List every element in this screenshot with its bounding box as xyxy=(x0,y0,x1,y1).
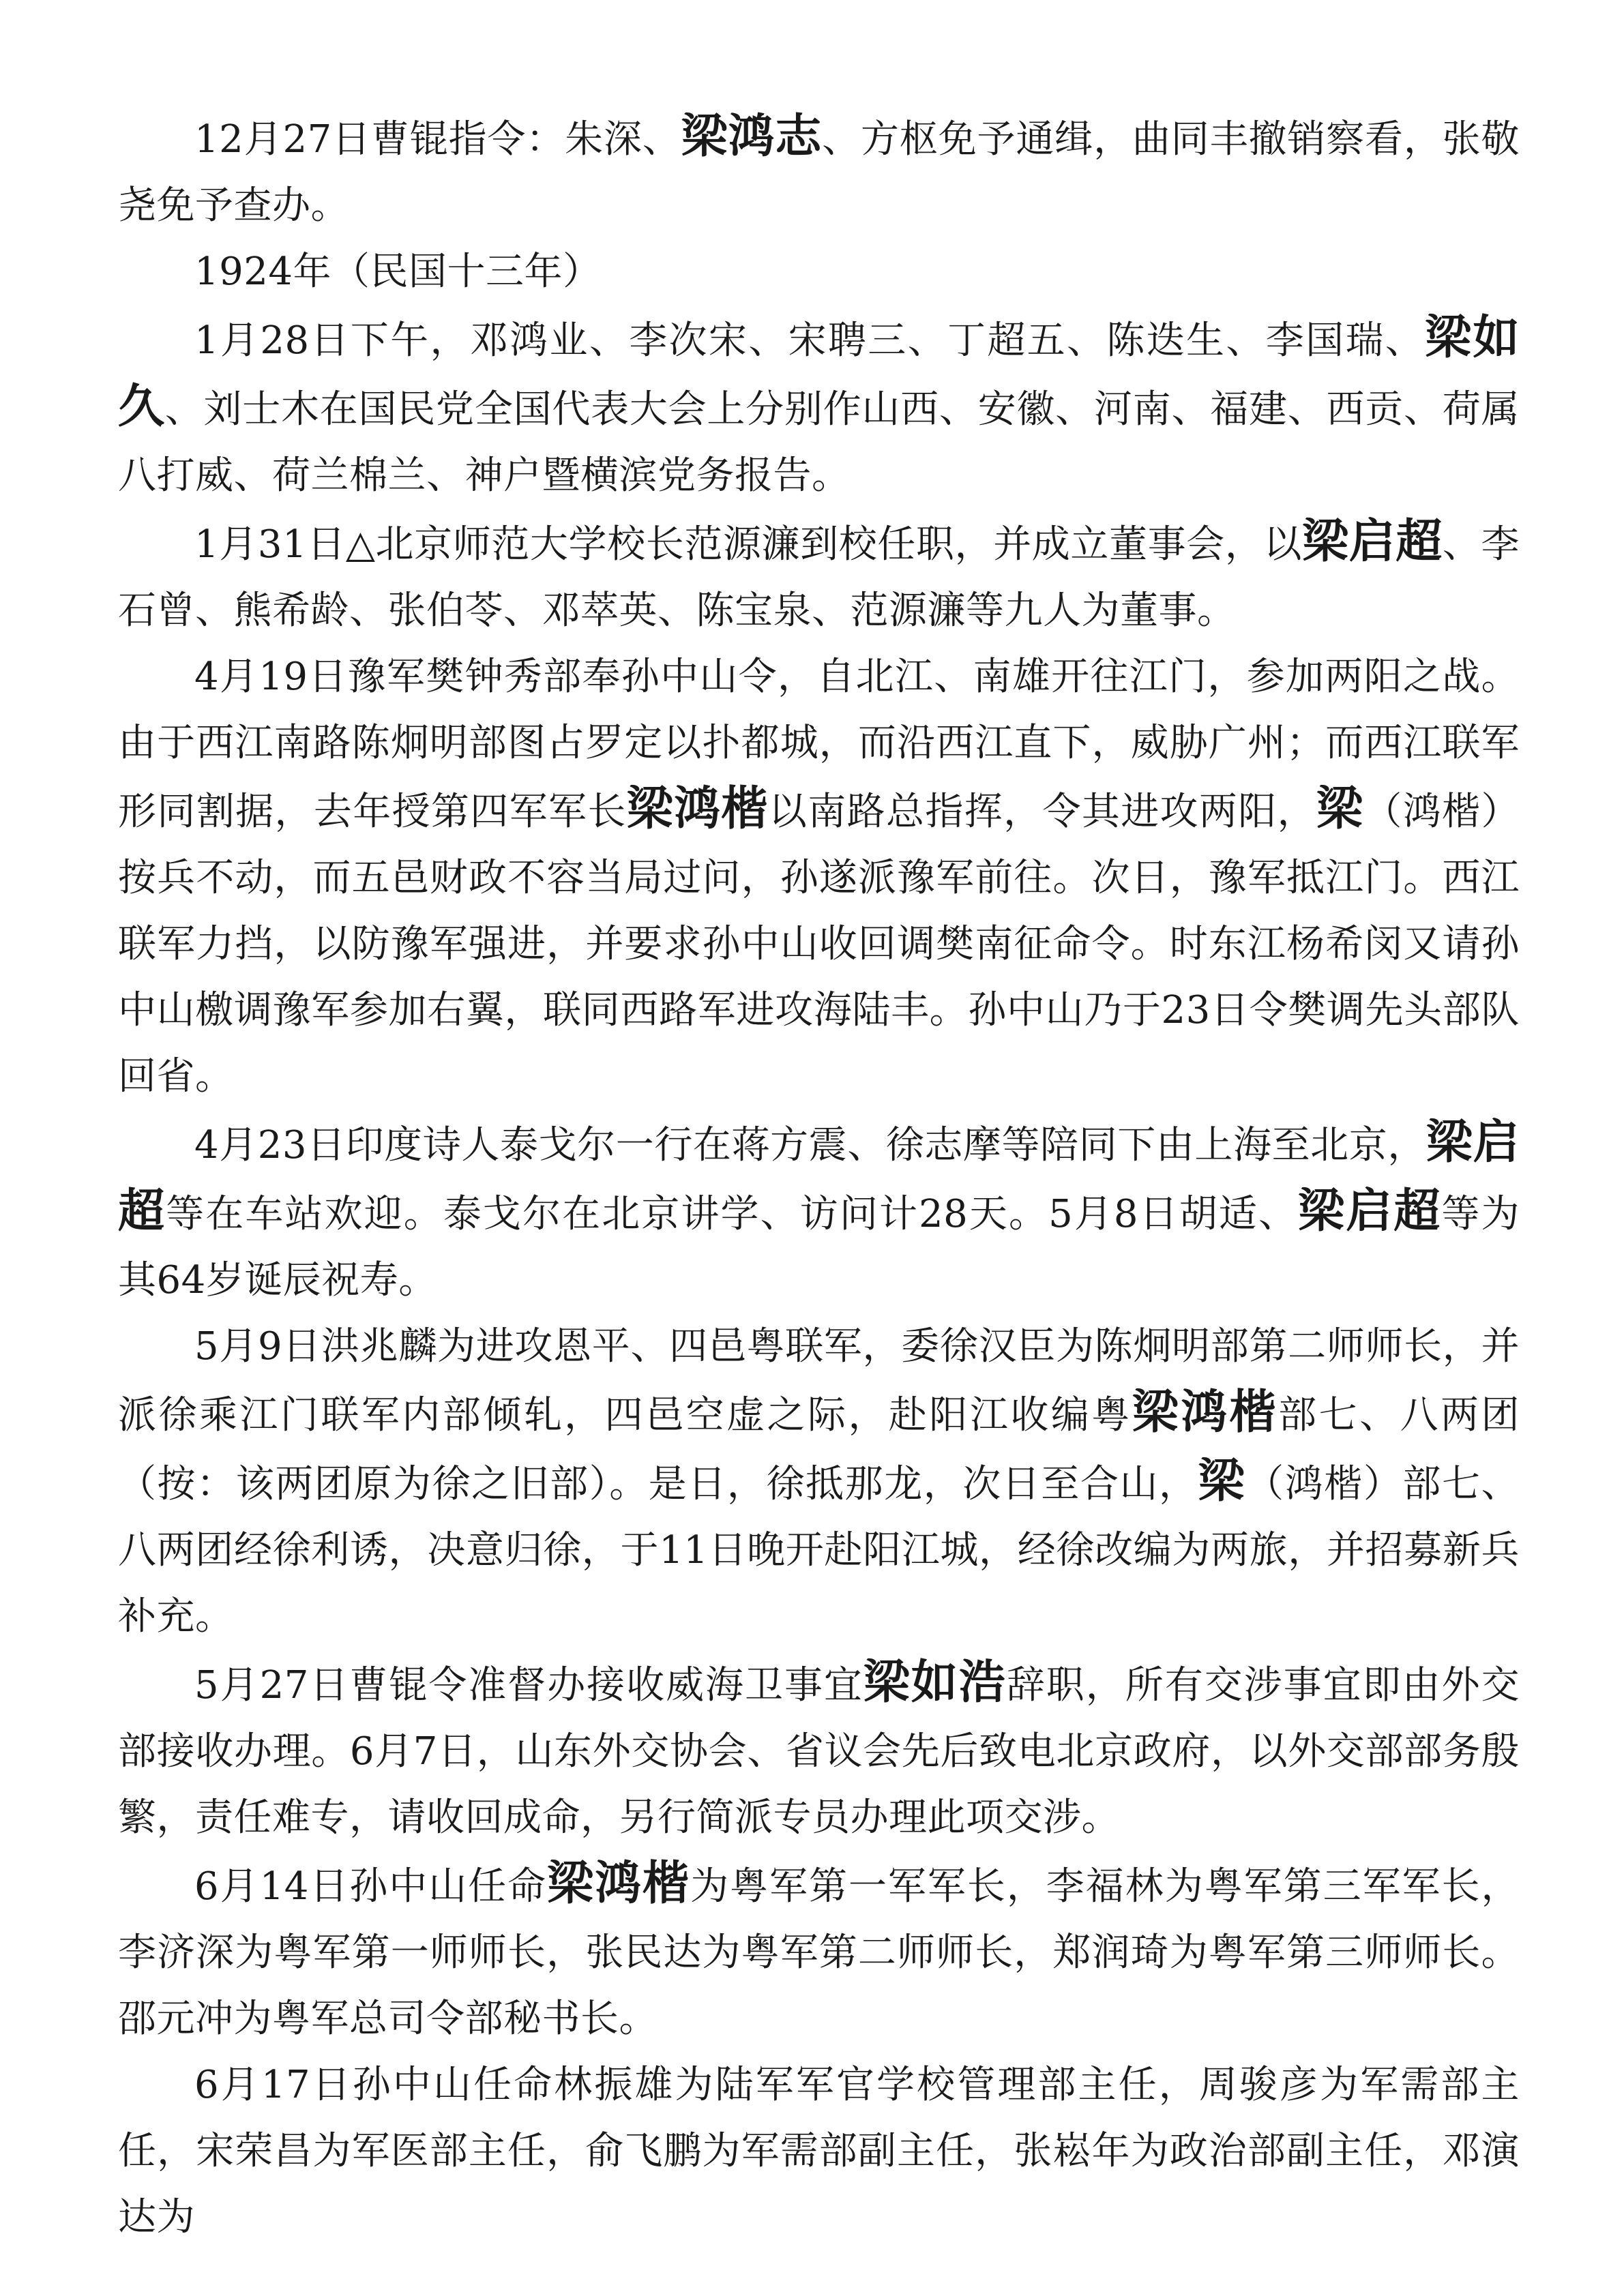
highlighted-name: 梁鸿楷 xyxy=(1132,1386,1279,1440)
paragraph-4: 4月19日豫军樊钟秀部奉孙中山令，自北江、南雄开往江门，参加两阳之战。由于西江南路陈炯明部图占罗定以扑都城，而沿西江直下，威胁广州；而西江联军形同割据，去年授第四军军长梁鸿楷以南路总指挥，令其进攻两阳，梁（鸿楷）按兵不动，而五邑财政不容当局过问，孙遂派豫军前往。次日，豫军抵江门。西江联军力挡，以防豫军强进，并要求孙中山收回调樊南征命令。时东江杨希闵又请孙中山檄调豫军参加右翼，联同西路军进攻海陆丰。孙中山乃于23日令樊调先头部队回省。 xyxy=(118,655,1520,1099)
paragraph-6: 5月9日洪兆麟为进攻恩平、四邑粤联军，委徐汉臣为陈炯明部第二师师长，并派徐乘江门联军内部倾轧，四邑空虚之际，赴阳江收编粤梁鸿楷部七、八两团（按：该两团原为徐之旧部）。是日，徐抵那龙，次日至合山，梁（鸿楷）部七、八两团经徐利诱，决意归徐，于11日晚开赴阳江城，经徐改编为两旅，并招募新兵补充。 xyxy=(118,1324,1520,1639)
paragraph-7: 5月27日曹锟令准督办接收威海卫事宜梁如浩辞职，所有交涉事宜即由外交部接收办理。6月7日，山东外交协会、省议会先后致电北京政府，以外交部部务殷繁，责任难专，请收回成命，另行简派专员办理此项交涉。 xyxy=(118,1656,1520,1840)
highlighted-name: 梁 xyxy=(1316,782,1364,836)
highlighted-name: 梁如久 xyxy=(118,311,1520,434)
highlighted-name: 梁鸿楷 xyxy=(547,1857,691,1911)
highlighted-name: 梁启超 xyxy=(1298,1184,1442,1238)
paragraph-9: 6月17日孙中山任命林振雄为陆军军官学校管理部主任，周骏彦为军需部主任，宋荣昌为军医部主任，俞飞鹏为军需部副主任，张崧年为政治部副主任，邓演达为 xyxy=(118,2063,1520,2239)
highlighted-name: 梁鸿志 xyxy=(681,110,823,164)
highlighted-name: 梁鸿楷 xyxy=(626,782,769,836)
document-body xyxy=(118,104,1520,2250)
highlighted-name: 梁如浩 xyxy=(863,1656,1007,1710)
highlighted-name: 梁启超 xyxy=(118,1116,1520,1238)
highlighted-name: 梁启超 xyxy=(1302,515,1443,569)
paragraph-year-heading: 1924年（民国十三年） xyxy=(194,250,602,294)
paragraph-8: 6月14日孙中山任命梁鸿楷为粤军第一军军长，李福林为粤军第三军军长，李济深为粤军第一师师长，张民达为粤军第二师师长，郑润琦为粤军第三师师长。邵元冲为粤军总司令部秘书长。 xyxy=(118,1857,1520,2041)
highlighted-name: 梁 xyxy=(1198,1455,1246,1508)
paragraph-3: 1月31日△北京师范大学校长范源濂到校任职，并成立董事会，以梁启超、李石曾、熊希龄、张伯苓、邓萃英、陈宝泉、范源濂等九人为董事。 xyxy=(118,515,1520,633)
paragraph-1: 12月27日曹锟指令：朱深、梁鸿志、方枢免予通缉，曲同丰撤销察看，张敬尧免予查办。 xyxy=(118,110,1520,228)
paragraph-5: 4月23日印度诗人泰戈尔一行在蒋方震、徐志摩等陪同下由上海至北京，梁启超等在车站欢迎。泰戈尔在北京讲学、访问计28天。5月8日胡适、梁启超等为其64岁诞辰祝寿。 xyxy=(118,1116,1520,1302)
paragraph-2: 1月28日下午，邓鸿业、李次宋、宋聘三、丁超五、陈迭生、李国瑞、梁如久、刘士木在国民党全国代表大会上分别作山西、安徽、河南、福建、西贡、荷属八打威、荷兰棉兰、神户暨横滨党务报告。 xyxy=(118,311,1520,498)
